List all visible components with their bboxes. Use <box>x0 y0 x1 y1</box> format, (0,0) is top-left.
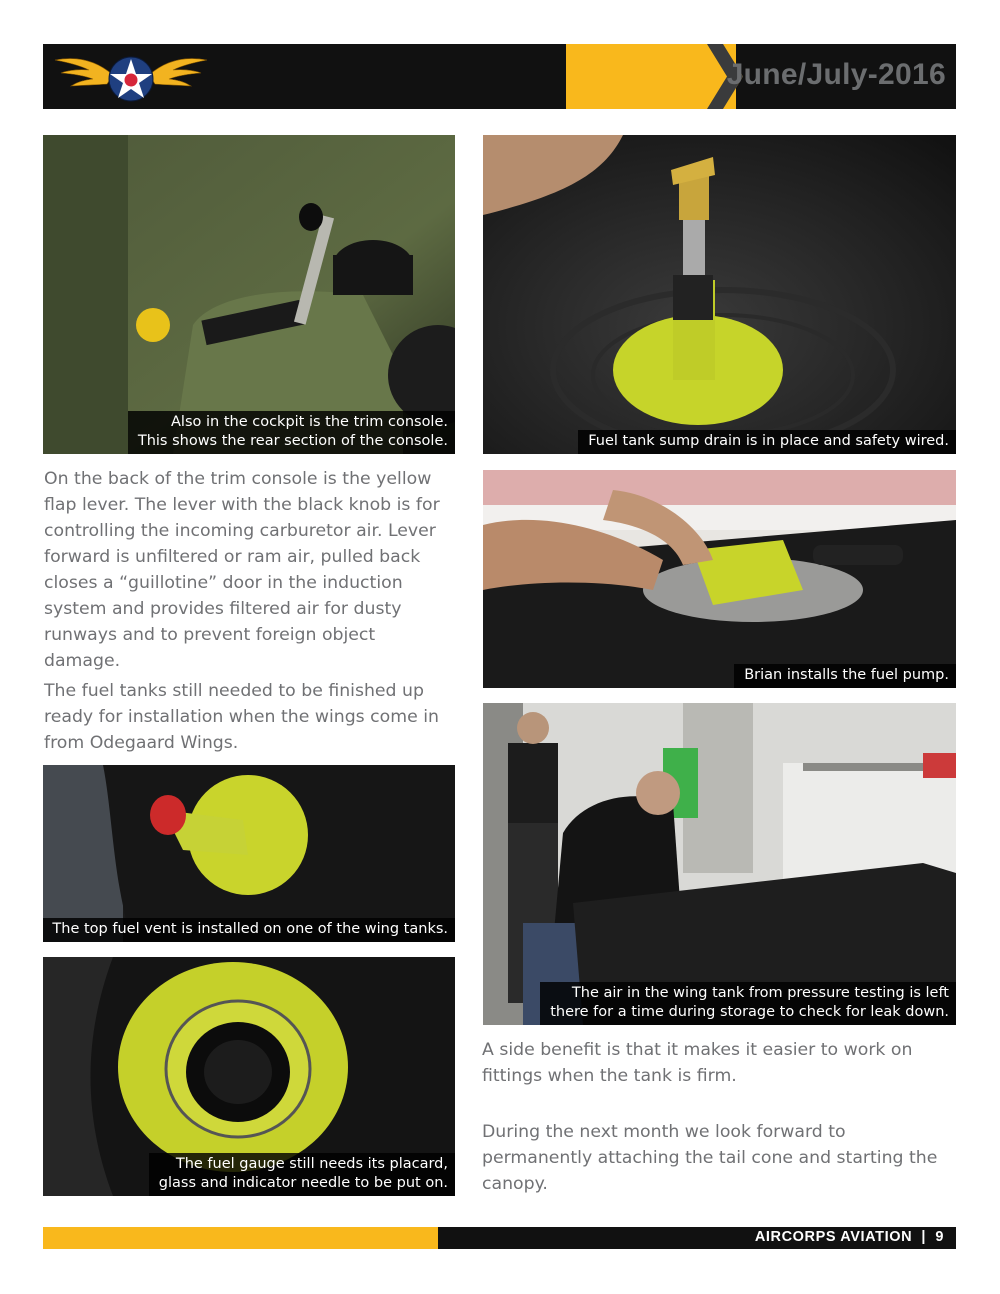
caption-line: there for a time during storage to check for leak down. <box>550 1004 949 1020</box>
wing-tank-photo <box>483 703 956 1025</box>
body-paragraph: A side benefit is that it makes it easier to work on fittings when the tank is firm. <box>482 1040 913 1086</box>
sump-drain-caption <box>578 430 956 454</box>
fuel-gauge-photo <box>43 957 455 1196</box>
fuel-gauge-caption <box>149 1153 455 1196</box>
caption-line: Also in the cockpit is the trim console. <box>171 414 448 430</box>
wing-tank-caption <box>540 982 956 1025</box>
caption-line: The top fuel vent is installed on one of the wing tanks. <box>52 921 448 937</box>
caption-line: Fuel tank sump drain is in place and safety wired. <box>588 433 949 449</box>
fuel-vent-caption <box>43 918 455 942</box>
trim-console-caption <box>128 411 455 454</box>
footer-accent-bar <box>43 1227 443 1249</box>
trim-console-photo <box>43 135 455 454</box>
caption-line: glass and indicator needle to be put on. <box>158 1175 448 1191</box>
page-footer <box>43 1227 956 1249</box>
fuel-vent-photo <box>43 765 455 942</box>
caption-line: The fuel gauge still needs its placard, <box>175 1156 448 1172</box>
body-paragraph: During the next month we look forward to permanently attaching the tail cone and starting the canopy. <box>482 1122 938 1194</box>
body-paragraph: On the back of the trim console is the yellow flap lever. The lever with the black knob is for controlling the incoming carburetor air. Lever forward is unfiltered or ram air, pulled back closes a “guillotine” door in the induction system and provides filtered air for dusty runways and to prevent foreign object damage. <box>44 469 440 671</box>
caption-line: This shows the rear section of the console. <box>137 433 448 449</box>
page-header <box>43 44 956 109</box>
caption-line: Brian installs the fuel pump. <box>744 667 949 683</box>
issue-date: June/July-2016 <box>726 58 946 91</box>
fuel-pump-photo <box>483 470 956 688</box>
footer-label: AIRCORPS AVIATION | 9 <box>754 1229 944 1245</box>
winged-star-roundel-icon <box>51 48 211 106</box>
fuel-pump-caption <box>734 664 956 688</box>
caption-line: The air in the wing tank from pressure testing is left <box>571 985 949 1001</box>
body-paragraph: The fuel tanks still needed to be finished up ready for installation when the wings come in from Odegaard Wings. <box>44 681 439 753</box>
sump-drain-photo <box>483 135 956 454</box>
